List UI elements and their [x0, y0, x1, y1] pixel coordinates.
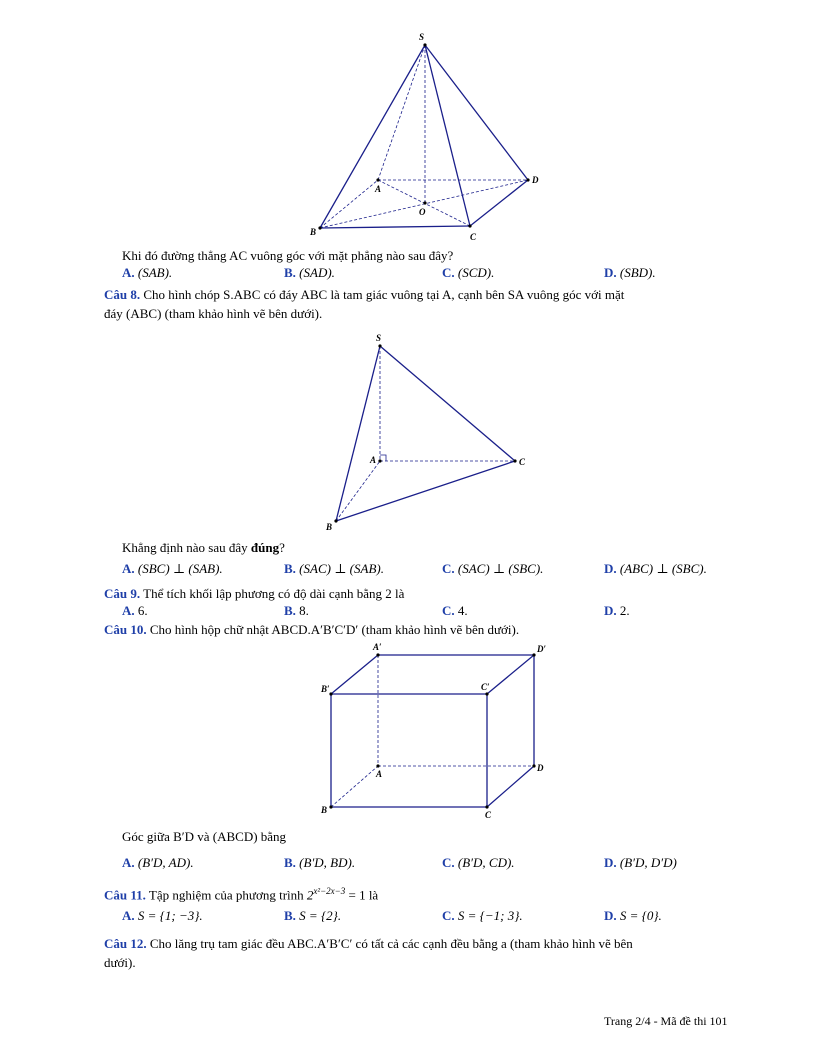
- option-a[interactable]: A. (B′D, AD).: [122, 855, 194, 870]
- q12-line1: Câu 12. Cho lăng trụ tam giác đều ABC.A′B′C′ có tất cả các cạnh đều bằng a (tham khảo hình vẽ bên: [104, 936, 633, 951]
- label-C1: C′: [481, 682, 490, 692]
- option-c[interactable]: C. (SCD).: [442, 265, 495, 280]
- label-B: B: [310, 227, 317, 237]
- option-d[interactable]: D. (B′D, D′D): [604, 855, 677, 870]
- q8-prompt: Khẳng định nào sau đây đúng?: [122, 540, 285, 555]
- option-d[interactable]: D. (ABC) ⊥ (SBC).: [604, 561, 707, 576]
- q8-number: Câu 8.: [104, 287, 141, 302]
- label-A: A: [375, 184, 382, 194]
- q10-number: Câu 10.: [104, 622, 147, 637]
- q9-number: Câu 9.: [104, 586, 141, 601]
- label-A1: A′: [373, 642, 382, 652]
- label-C: C: [470, 232, 477, 242]
- label-C: C: [519, 457, 526, 467]
- label-A: A: [376, 769, 383, 779]
- label-O: O: [419, 207, 426, 217]
- tetrahedron-figure: [318, 330, 538, 535]
- option-a[interactable]: A. (SAB).: [122, 265, 173, 280]
- q12-number: Câu 12.: [104, 936, 147, 951]
- option-a[interactable]: A. S = {1; −3}.: [122, 908, 203, 923]
- q7-text: Khi đó đường thẳng AC vuông góc với mặt phẳng nào sau đây?: [122, 248, 454, 263]
- option-c[interactable]: C. 4.: [442, 603, 468, 618]
- q8-line1: Câu 8. Cho hình chóp S.ABC có đáy ABC là tam giác vuông tại A, cạnh bên SA vuông góc với mặt: [104, 287, 625, 302]
- option-b[interactable]: B. (SAD).: [284, 265, 335, 280]
- label-B: B: [326, 522, 333, 532]
- label-S: S: [376, 333, 382, 343]
- label-S: S: [419, 32, 425, 42]
- label-B: B: [321, 805, 328, 815]
- pyramid-figure: [300, 28, 550, 243]
- option-d[interactable]: D. (SBD).: [604, 265, 656, 280]
- option-c[interactable]: C. (B′D, CD).: [442, 855, 515, 870]
- label-B1: B′: [321, 684, 330, 694]
- q10-prompt: Góc giữa B′D và (ABCD) bằng: [122, 829, 287, 844]
- option-b[interactable]: B. (SAC) ⊥ (SAB).: [284, 561, 384, 576]
- option-a[interactable]: A. 6.: [122, 603, 148, 618]
- q8-line2: đáy (ABC) (tham khảo hình vẽ bên dưới).: [104, 306, 323, 321]
- label-C: C: [485, 810, 492, 820]
- label-D: D: [537, 763, 544, 773]
- label-D: D: [532, 175, 539, 185]
- q11-number: Câu 11.: [104, 887, 146, 903]
- q9-line: Câu 9. Thể tích khối lập phương có độ dài cạnh bằng 2 là: [104, 586, 405, 601]
- option-b[interactable]: B. (B′D, BD).: [284, 855, 356, 870]
- option-a[interactable]: A. (SBC) ⊥ (SAB).: [122, 561, 223, 576]
- page-footer: Trang 2/4 - Mã đề thi 101: [604, 1014, 728, 1028]
- box-figure: [315, 640, 555, 820]
- option-b[interactable]: B. 8.: [284, 603, 309, 618]
- option-c[interactable]: C. (SAC) ⊥ (SBC).: [442, 561, 544, 576]
- q10-line: Câu 10. Cho hình hộp chữ nhật ABCD.A′B′C′D′ (tham khảo hình vẽ bên dưới).: [104, 622, 520, 637]
- q12-line2: dưới).: [104, 955, 136, 970]
- q11-line: Câu 11. Tập nghiệm của phương trình $2^{x^2-2x-3} = 1$ là: [104, 886, 379, 903]
- option-c[interactable]: C. S = {−1; 3}.: [442, 908, 523, 923]
- option-d[interactable]: D. 2.: [604, 603, 630, 618]
- option-d[interactable]: D. S = {0}.: [604, 908, 662, 923]
- option-b[interactable]: B. S = {2}.: [284, 908, 342, 923]
- label-D1: D′: [537, 644, 547, 654]
- label-A: A: [370, 455, 377, 465]
